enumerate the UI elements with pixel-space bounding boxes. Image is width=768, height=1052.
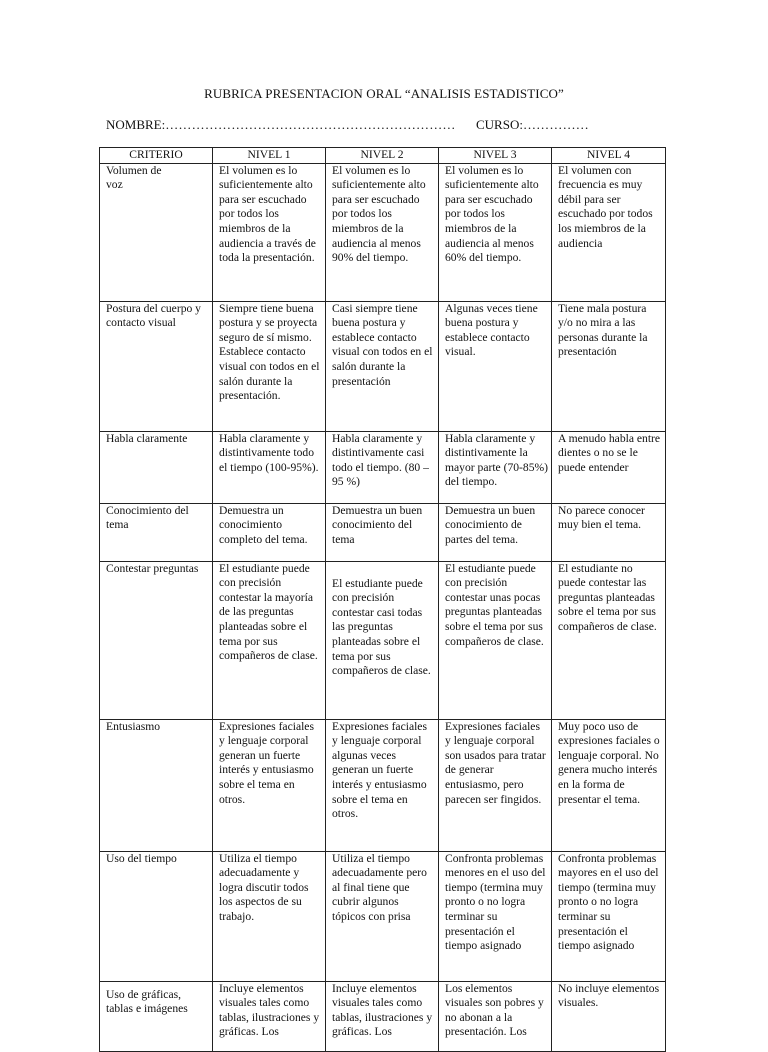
level-2-cell: El estudiante puede con precisión contestar casi todas las preguntas planteadas sobre el tema por sus compañeros de clase.	[326, 561, 439, 719]
document-title: RUBRICA PRESENTACION ORAL “ANALISIS ESTADISTICO”	[204, 86, 564, 101]
level-2-cell: El volumen es lo suficientemente alto para ser escuchado por todos los miembros de la audiencia al menos 90% del tiempo.	[326, 163, 439, 301]
row-graficas	[100, 981, 666, 1051]
level-3-cell: Algunas veces tiene buena postura y establece contacto visual.	[439, 301, 552, 431]
criterion-label: Volumen de voz	[106, 163, 162, 192]
level-2-cell: Casi siempre tiene buena postura y establece contacto visual con todos en el salón durante la presentación	[326, 301, 439, 431]
name-blank: …………………………………………………………	[165, 117, 456, 132]
level-1-cell: Siempre tiene buena postura y se proyecta seguro de sí mismo. Establece contacto visual con todos en el salón durante la presentación.	[213, 301, 326, 431]
level-1-cell: Habla claramente y distintivamente todo el tiempo (100-95%).	[213, 431, 326, 503]
level-1-cell: Demuestra un conocimiento completo del tema.	[213, 503, 326, 561]
criterion-label: Uso de gráficas, tablas e imágenes	[106, 987, 188, 1016]
level-2-cell: Expresiones faciales y lenguaje corporal algunas veces generan un fuerte interés y entusiasmo sobre el tema en otros.	[326, 719, 439, 851]
criterion-cell	[100, 301, 213, 431]
level-3-cell: Los elementos visuales son pobres y no abonan a la presentación. Los	[439, 981, 552, 1051]
level-2-cell: Utiliza el tiempo adecuadamente pero al final tiene que cubrir algunos tópicos con prisa	[326, 851, 439, 981]
level-4-cell: No parece conocer muy bien el tema.	[552, 503, 666, 561]
level-1-cell: El volumen es lo suficientemente alto para ser escuchado por todos los miembros de la audiencia a través de toda la presentación.	[213, 163, 326, 301]
level-4-cell: Tiene mala postura y/o no mira a las personas durante la presentación	[552, 301, 666, 431]
level-2-cell: Demuestra un buen conocimiento del tema	[326, 503, 439, 561]
criterion-label: Habla claramente	[106, 431, 188, 445]
header-nivel-1: NIVEL 1	[213, 148, 326, 164]
level-3-cell: El estudiante puede con precisión contestar unas pocas preguntas planteadas sobre el tema por sus compañeros de clase.	[439, 561, 552, 719]
header-nivel-4: NIVEL 4	[552, 148, 666, 164]
header-criterio: CRITERIO	[100, 148, 213, 164]
level-3-cell: Demuestra un buen conocimiento de partes del tema.	[439, 503, 552, 561]
header-nivel-3: NIVEL 3	[439, 148, 552, 164]
row-volumen	[100, 163, 666, 301]
level-3-cell: Habla claramente y distintivamente la mayor parte (70-85%) del tiempo.	[439, 431, 552, 503]
level-2-cell: Incluye elementos visuales tales como tablas, ilustraciones y gráficas. Los	[326, 981, 439, 1051]
row-postura	[100, 301, 666, 431]
row-conocimiento	[100, 503, 666, 561]
criterion-label: Conocimiento del tema	[106, 503, 189, 532]
level-1-cell: Expresiones faciales y lenguaje corporal generan un fuerte interés y entusiasmo sobre el tema en otros.	[213, 719, 326, 851]
criterion-label: Postura del cuerpo y contacto visual	[106, 301, 201, 330]
course-label: CURSO:	[476, 117, 523, 132]
criterion-cell	[100, 981, 213, 1051]
header-row	[100, 148, 666, 164]
level-4-cell: Muy poco uso de expresiones faciales o lenguaje corporal. No genera mucho interés en la forma de presentar el tema.	[552, 719, 666, 851]
row-habla	[100, 431, 666, 503]
criterion-cell	[100, 719, 213, 851]
criterion-label: Entusiasmo	[106, 719, 161, 733]
criterion-label: Uso del tiempo	[106, 851, 177, 865]
level-3-cell: El volumen es lo suficientemente alto para ser escuchado por todos los miembros de la audiencia al menos 60% del tiempo.	[439, 163, 552, 301]
name-field	[106, 117, 456, 133]
criterion-cell	[100, 163, 213, 301]
name-label: NOMBRE:	[106, 117, 166, 132]
level-4-cell: Confronta problemas mayores en el uso del tiempo (termina muy pronto o no logra terminar su presentación el tiempo asignado	[552, 851, 666, 981]
criterion-cell	[100, 851, 213, 981]
criterion-label: Contestar preguntas	[106, 561, 199, 575]
criterion-cell	[100, 561, 213, 719]
rubric-table	[99, 147, 666, 1052]
level-4-cell: El volumen con frecuencia es muy débil para ser escuchado por todos los miembros de la audiencia	[552, 163, 666, 301]
level-3-cell: Expresiones faciales y lenguaje corporal son usados para tratar de generar entusiasmo, pero parecen ser fingidos.	[439, 719, 552, 851]
level-1-cell: Incluye elementos visuales tales como tablas, ilustraciones y gráficas. Los	[213, 981, 326, 1051]
level-4-cell: No incluye elementos visuales.	[552, 981, 666, 1051]
level-1-cell: Utiliza el tiempo adecuadamente y logra discutir todos los aspectos de su trabajo.	[213, 851, 326, 981]
criterion-cell	[100, 503, 213, 561]
level-1-cell: El estudiante puede con precisión contestar la mayoría de las preguntas planteadas sobre el tema por sus compañeros de clase.	[213, 561, 326, 719]
level-4-cell: A menudo habla entre dientes o no se le puede entender	[552, 431, 666, 503]
criterion-cell	[100, 431, 213, 503]
level-4-cell: El estudiante no puede contestar las preguntas planteadas sobre el tema por sus compañeros de clase.	[552, 561, 666, 719]
level-2-cell: Habla claramente y distintivamente casi todo el tiempo. (80 – 95 %)	[326, 431, 439, 503]
row-tiempo	[100, 851, 666, 981]
row-preguntas	[100, 561, 666, 719]
course-field	[476, 117, 589, 133]
header-nivel-2: NIVEL 2	[326, 148, 439, 164]
course-blank: ……………	[522, 117, 589, 132]
row-entusiasmo	[100, 719, 666, 851]
level-3-cell: Confronta problemas menores en el uso del tiempo (termina muy pronto o no logra terminar su presentación el tiempo asignado	[439, 851, 552, 981]
